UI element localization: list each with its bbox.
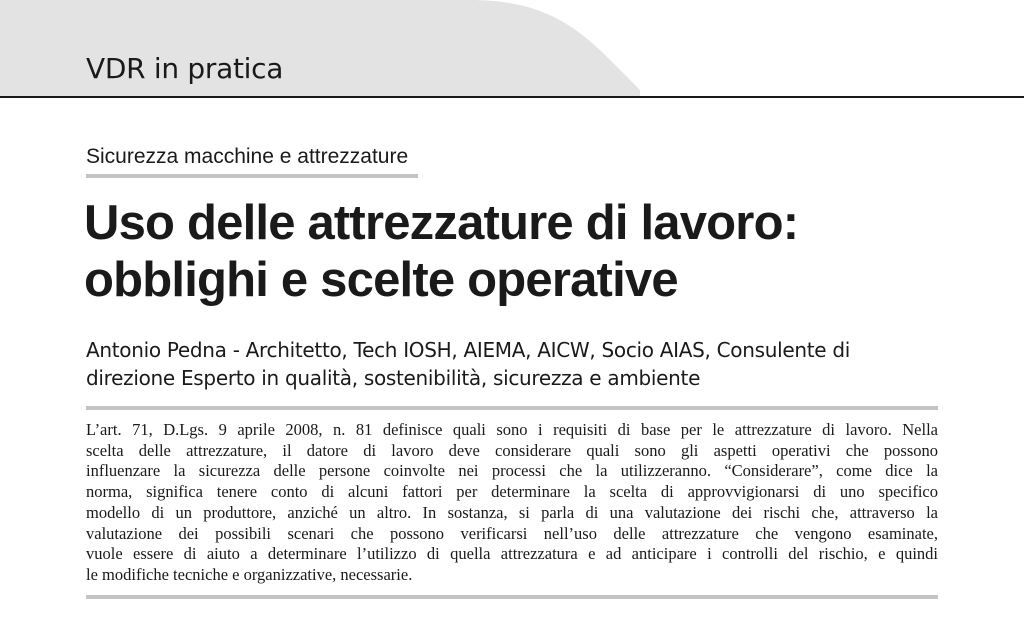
author-line: Antonio Pedna - Architetto, Tech IOSH, AIEMA, AICW, Socio AIAS, Consulente di — [86, 338, 851, 362]
section-label: VDR in pratica — [86, 52, 284, 85]
abstract-line: norma, significa tenere conto di alcuni fattori per determinare la scelta di approvvigionarsi di uno specifico — [86, 482, 938, 502]
abstract-line: valutazione dei possibili scenari che possono verificarsi nell’uso delle attrezzature che vengono esaminate, — [86, 523, 938, 543]
article-title-line: obblighi e scelte operative — [84, 253, 678, 307]
header-rule — [0, 96, 1024, 98]
article-author — [86, 336, 956, 392]
abstract-line: influenzare la sicurezza delle persone coinvolte nei processi che la utilizzeranno. “Considerare”, come dice la — [86, 461, 938, 481]
abstract-top-rule — [86, 406, 938, 410]
abstract-line: vuole essere di aiuto a determinare l’utilizzo di quella attrezzatura e ad anticipare i controlli del rischio, e quindi — [86, 544, 938, 564]
article-category: Sicurezza macchine e attrezzature — [86, 145, 409, 168]
author-line: direzione Esperto in qualità, sostenibilità, sicurezza e ambiente — [86, 366, 701, 390]
article-title — [84, 195, 964, 309]
article-abstract — [86, 420, 938, 586]
abstract-bottom-rule — [86, 595, 938, 599]
header-band — [0, 0, 1024, 100]
abstract-line: le modifiche tecniche e organizzative, necessarie. — [86, 564, 413, 584]
article-title-line: Uso delle attrezzature di lavoro: — [84, 196, 799, 250]
abstract-line: modello di un produttore, anziché un altro. In sostanza, si parla di una valutazione dei rischi che, attraverso la — [86, 502, 938, 522]
abstract-line: L’art. 71, D.Lgs. 9 aprile 2008, n. 81 definisce quali sono i requisiti di base per le attrezzature di lavoro. Nella — [86, 420, 938, 439]
abstract-line: scelta delle attrezzature, il datore di lavoro deve considerare quali sono gli aspetti operativi che possono — [86, 440, 938, 460]
category-underline — [86, 174, 418, 178]
